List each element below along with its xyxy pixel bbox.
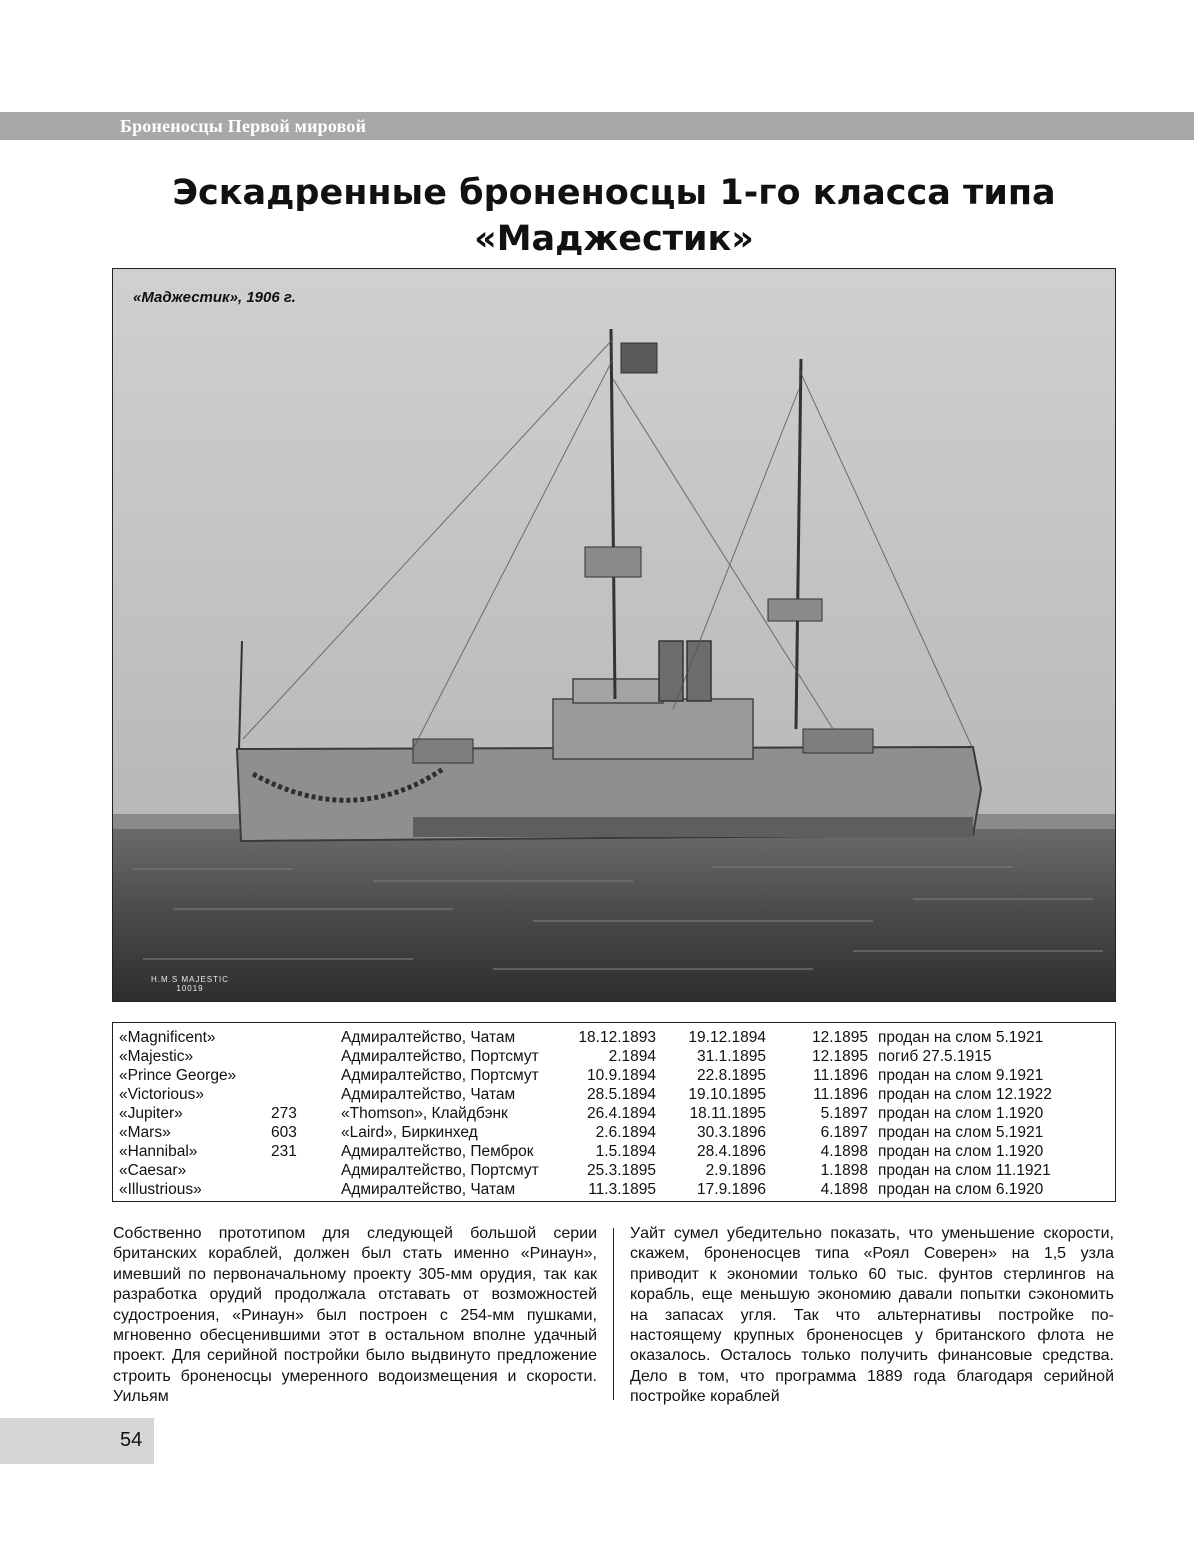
- ship-name: «Victorious»: [119, 1086, 205, 1103]
- builder: «Laird», Биркинхед: [341, 1124, 478, 1141]
- ship-name: «Prince George»: [119, 1067, 237, 1084]
- body-text-left: Собственно прототипом для следующей большой серии британских кораблей, должен был стать именно «Ринаун», имевший по первоначальному проекту 305-мм орудия, так как разработка орудий продолжала отставать от возможностей судостроения, «Ринаун» был построен с 254-мм пушками, мгновенно обесценившими этот в остальном вполне удачный проект. Для серийной постройки было выдвинуто предложение строить броненосцы умеренного водоизмещения и скорости. Уильям: [113, 1225, 597, 1406]
- yard-number: [271, 1066, 341, 1085]
- builder: Адмиралтейство, Чатам: [341, 1029, 516, 1046]
- fate: продан на слом 12.1922: [878, 1086, 1052, 1103]
- fate: продан на слом 5.1921: [878, 1124, 1044, 1141]
- table-row: [113, 1123, 1115, 1142]
- body-text-right: Уайт сумел убедительно показать, что уменьшение скорости, скажем, броненосцев типа «Роял Соверен» на 1,5 узла приводит к экономии только 60 тыс. фунтов стерлингов на корабль, еще меньшую экономию давали попытки сэкономить на запасах угля. Так что альтернативы постройке по-настоящему крупных броненосцев у британского флота не оказалось. Осталось только получить финансовые средства. Дело в том, что программа 1889 года благодаря серийной постройке кораблей: [630, 1225, 1114, 1406]
- commission-date: 11.1896: [813, 1067, 868, 1084]
- ship-name: «Mars»: [119, 1124, 171, 1141]
- yard-number: 231: [271, 1143, 297, 1160]
- page-title: [0, 170, 1194, 262]
- laid-down-date: 10.9.1894: [587, 1067, 656, 1084]
- ship-name: «Hannibal»: [119, 1143, 198, 1160]
- table-row: [113, 1104, 1115, 1123]
- commission-date: 1.1898: [820, 1162, 868, 1179]
- sea: [113, 829, 1115, 1001]
- maintop: [768, 599, 822, 621]
- superstructure: [553, 699, 753, 759]
- fate: продан на слом 1.1920: [878, 1105, 1044, 1122]
- ensign-flag: [621, 343, 657, 373]
- launch-date: 22.8.1895: [697, 1067, 766, 1084]
- watermark-line-1: H.M.S MAJESTIC: [151, 975, 230, 984]
- ship-photo: [112, 268, 1116, 1002]
- launch-date: 17.9.1896: [697, 1181, 766, 1198]
- table-row: [113, 1161, 1115, 1180]
- fate: продан на слом 1.1920: [878, 1143, 1044, 1160]
- commission-date: 6.1897: [820, 1124, 868, 1141]
- launch-date: 31.1.1895: [697, 1048, 766, 1065]
- launch-date: 19.10.1895: [688, 1086, 766, 1103]
- table-row: [113, 1142, 1115, 1161]
- yard-number: [271, 1028, 341, 1047]
- ship-name: «Illustrious»: [119, 1181, 202, 1198]
- turret-aft: [803, 729, 873, 753]
- yard-number: 273: [271, 1105, 297, 1122]
- table-row: [113, 1047, 1115, 1066]
- table-row: [113, 1028, 1115, 1047]
- table-row: [113, 1066, 1115, 1085]
- yard-number: [271, 1047, 341, 1066]
- laid-down-date: 28.5.1894: [587, 1086, 656, 1103]
- commission-date: 5.1897: [820, 1105, 868, 1122]
- ships-table: [112, 1022, 1116, 1202]
- table-row: [113, 1180, 1115, 1199]
- launch-date: 19.12.1894: [688, 1029, 766, 1046]
- builder: Адмиралтейство, Пемброк: [341, 1143, 534, 1160]
- waterline: [413, 817, 973, 837]
- builder: Адмиралтейство, Чатам: [341, 1086, 516, 1103]
- launch-date: 28.4.1896: [697, 1143, 766, 1160]
- builder: Адмиралтейство, Портсмут: [341, 1067, 539, 1084]
- yard-number: 603: [271, 1124, 297, 1141]
- commission-date: 12.1895: [811, 1029, 868, 1046]
- turret-fore: [413, 739, 473, 763]
- ship-name: «Jupiter»: [119, 1105, 183, 1122]
- funnel-aft: [687, 641, 711, 701]
- foretop: [585, 547, 641, 577]
- photo-watermark: [151, 975, 229, 993]
- fate: погиб 27.5.1915: [878, 1048, 992, 1065]
- bridge: [573, 679, 663, 703]
- laid-down-date: 25.3.1895: [587, 1162, 656, 1179]
- fate: продан на слом 6.1920: [878, 1181, 1044, 1198]
- launch-date: 18.11.1895: [689, 1105, 766, 1122]
- commission-date: 12.1895: [811, 1048, 868, 1065]
- ship-illustration: [113, 269, 1115, 1001]
- table-row: [113, 1085, 1115, 1104]
- yard-number: [271, 1180, 341, 1199]
- fate: продан на слом 9.1921: [878, 1067, 1044, 1084]
- laid-down-date: 18.12.1893: [578, 1029, 656, 1046]
- commission-date: 4.1898: [820, 1143, 868, 1160]
- launch-date: 2.9.1896: [705, 1162, 766, 1179]
- page-number: 54: [120, 1429, 143, 1451]
- ships-table-body: [113, 1028, 1115, 1199]
- title-line-1: Эскадренные броненосцы 1-го класса типа: [172, 173, 1056, 213]
- commission-date: 11.1896: [813, 1086, 868, 1103]
- fate: продан на слом 5.1921: [878, 1029, 1044, 1046]
- column-divider: [613, 1228, 614, 1400]
- page-number-box: [0, 1418, 154, 1464]
- ship-name: «Magnificent»: [119, 1029, 216, 1046]
- laid-down-date: 1.5.1894: [595, 1143, 656, 1160]
- ship-name: «Majestic»: [119, 1048, 194, 1065]
- builder: Адмиралтейство, Портсмут: [341, 1048, 539, 1065]
- yard-number: [271, 1161, 341, 1180]
- commission-date: 4.1898: [820, 1181, 868, 1198]
- builder: Адмиралтейство, Портсмут: [341, 1162, 539, 1179]
- section-title: Броненосцы Первой мировой: [120, 116, 367, 136]
- builder: Адмиралтейство, Чатам: [341, 1181, 516, 1198]
- fate: продан на слом 11.1921: [878, 1162, 1051, 1179]
- running-header: [0, 112, 1194, 140]
- launch-date: 30.3.1896: [697, 1124, 766, 1141]
- ship-name: «Caesar»: [119, 1162, 187, 1179]
- photo-caption: «Маджестик», 1906 г.: [133, 289, 296, 306]
- laid-down-date: 2.6.1894: [595, 1124, 656, 1141]
- laid-down-date: 2.1894: [608, 1048, 656, 1065]
- yard-number: [271, 1085, 341, 1104]
- laid-down-date: 26.4.1894: [587, 1105, 656, 1122]
- builder: «Thomson», Клайдбэнк: [341, 1105, 508, 1122]
- watermark-line-2: 10019: [176, 984, 204, 993]
- title-line-2: «Маджестик»: [474, 219, 754, 259]
- laid-down-date: 11.3.1895: [588, 1181, 656, 1198]
